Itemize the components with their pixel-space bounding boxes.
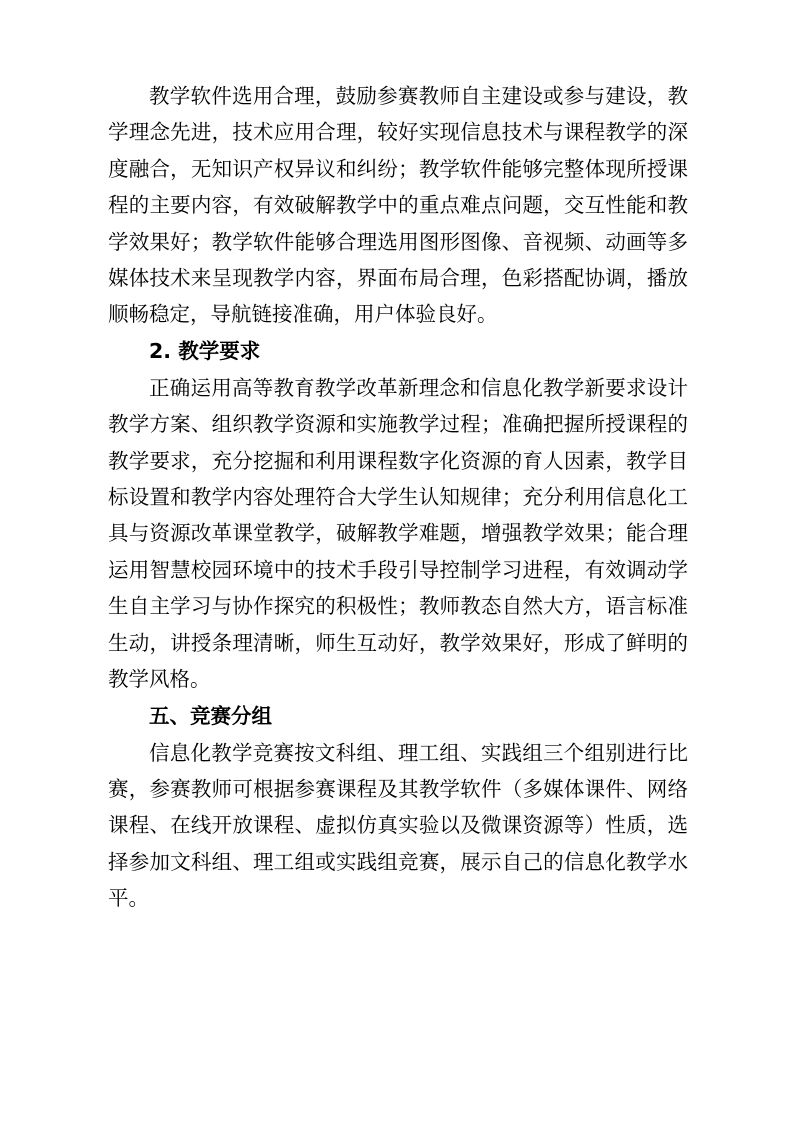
paragraph-teaching-software: 教学软件选用合理，鼓励参赛教师自主建设或参与建设，教学理念先进，技术应用合理，较好实现信息技术与课程教学的深度融合，无知识产权异议和纠纷；教学软件能够完整体现所授课程的主要内容，有效破解教学中的重点难点问题，交互性能和教学效果好；教学软件能够合理选用图形图像、音视频、动画等多媒体技术来呈现教学内容，界面布局合理，色彩搭配协调，播放顺畅稳定，导航链接准确，用户体验良好。 bbox=[108, 84, 688, 327]
heading-competition-groups: 五、竞赛分组 bbox=[149, 703, 272, 728]
paragraph-teaching-requirements: 正确运用高等教育教学改革新理念和信息化教学新要求设计教学方案、组织教学资源和实施教学过程；准确把握所授课程的教学要求，充分挖掘和利用课程数字化资源的育人因素，教学目标设置和教学内容处理符合大学生认知规律；充分利用信息化工具与资源改革课堂教学，破解教学难题，增强教学效果；能合理运用智慧校园环境中的技术手段引导控制学习进程，有效调动学生自主学习与协作探究的积极性；教师教态自然大方，语言标准生动，讲授条理清晰，师生互动好，教学效果好，形成了鲜明的教学风格。 bbox=[108, 375, 688, 692]
paragraph-competition-groups: 信息化教学竞赛按文科组、理工组、实践组三个组别进行比赛，参赛教师可根据参赛课程及其教学软件（多媒体课件、网络课程、在线开放课程、虚拟仿真实验以及微课资源等）性质，选择参加文科组、理工组或实践组竞赛，展示自己的信息化教学水平。 bbox=[108, 740, 688, 911]
heading-teaching-requirements: 2. 教学要求 bbox=[149, 338, 261, 363]
document-body bbox=[108, 78, 688, 917]
